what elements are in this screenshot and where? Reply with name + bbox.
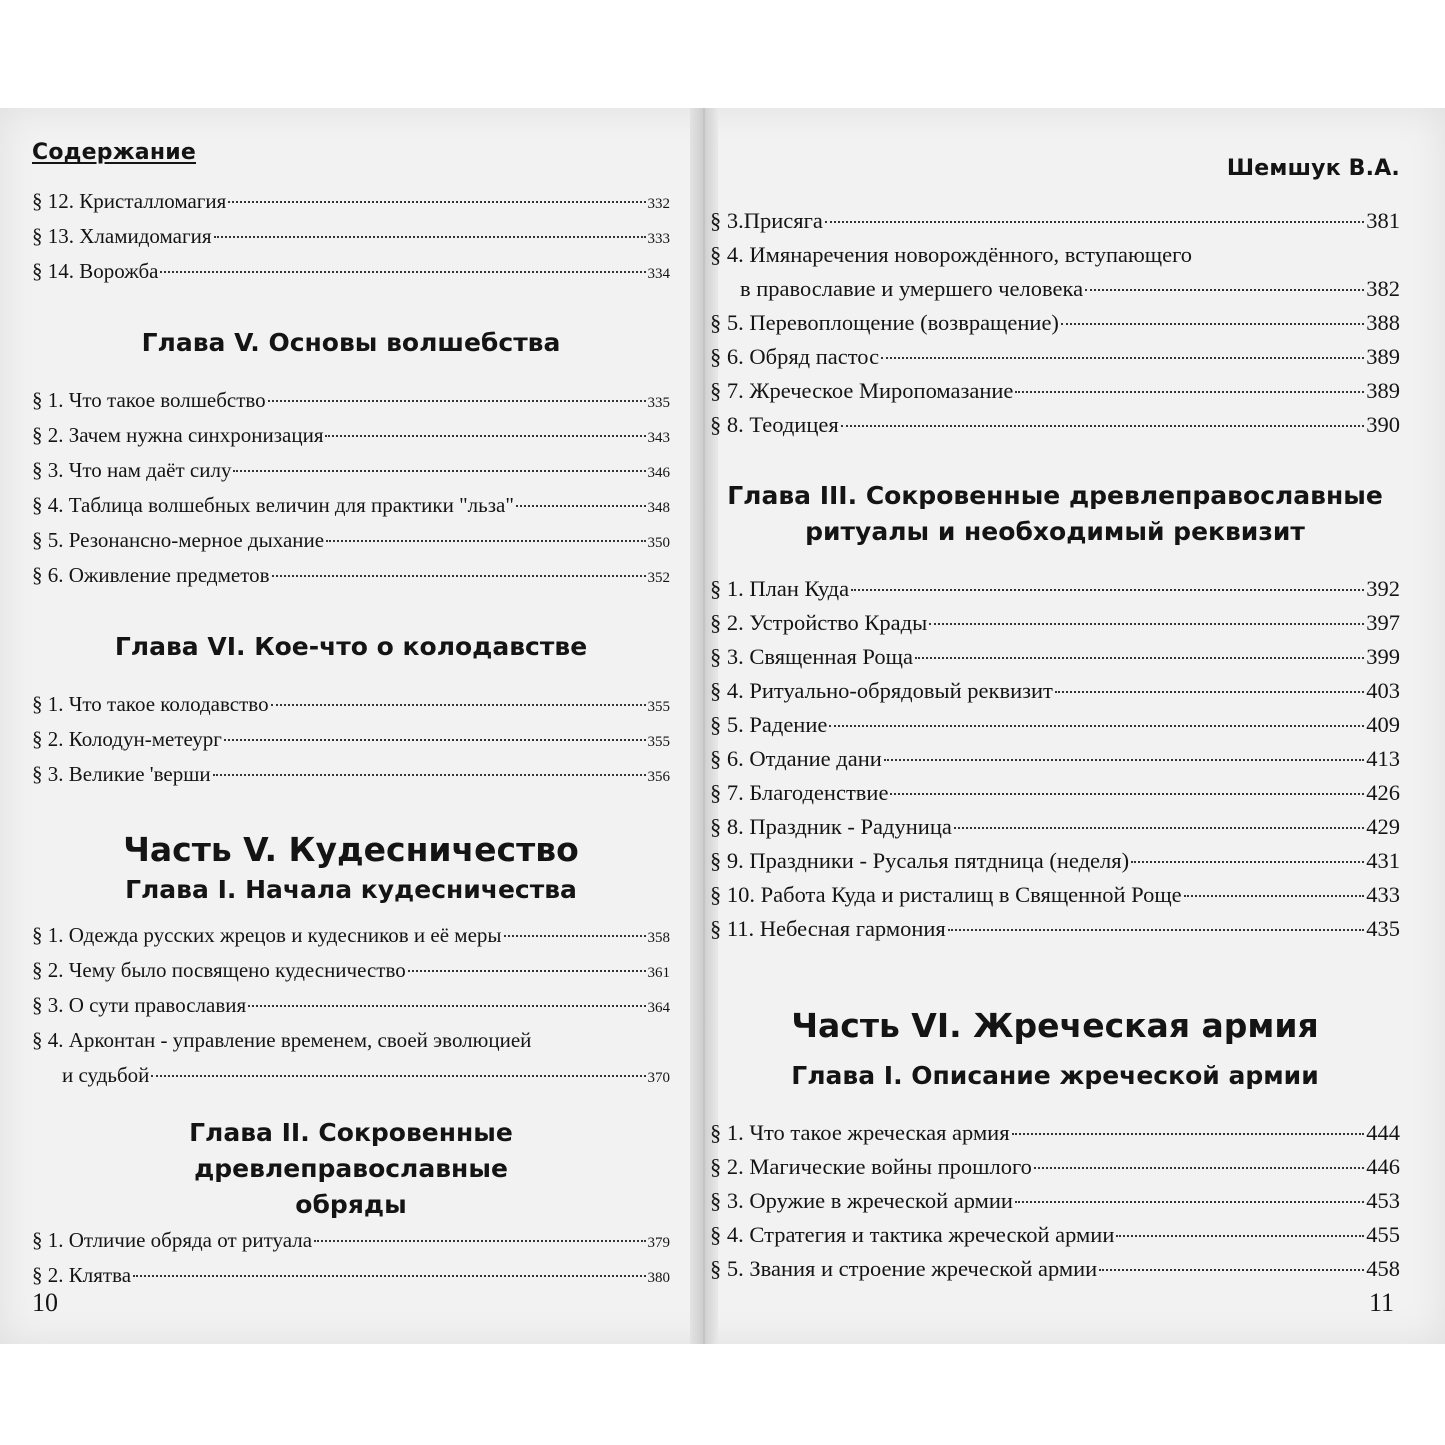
leader-dots <box>1012 1133 1365 1135</box>
toc-entry-continuation[interactable] <box>32 1058 670 1093</box>
toc-entry-title: § 14. Ворожба <box>32 259 159 283</box>
toc-entry-title: § 8. Праздник - Радуница <box>710 814 952 839</box>
toc-entry[interactable] <box>32 523 670 558</box>
chapter-heading: Глава V. Основы волшебства <box>141 328 561 357</box>
toc-entry-page: 455 <box>1366 1222 1400 1247</box>
toc-entry-title: § 3. О сути православия <box>32 993 247 1017</box>
toc-entry-title: § 4. Стратегия и тактика жреческой армии <box>710 1222 1115 1247</box>
leader-dots <box>1085 289 1364 291</box>
leader-dots <box>1116 1235 1364 1237</box>
toc-entry[interactable] <box>710 640 1400 674</box>
toc-entry[interactable] <box>710 1150 1400 1184</box>
toc-entry-title: § 3.Присяга <box>710 208 823 233</box>
leader-dots <box>1015 391 1364 393</box>
toc-entry-title: § 4. Арконтан - управление временем, своей эволюцией <box>32 1028 532 1052</box>
toc-entry-page: 364 <box>647 1000 670 1016</box>
chapter-heading-line2: обряды <box>295 1190 407 1219</box>
right-toc <box>710 204 1400 1286</box>
toc-entry-page: 343 <box>647 430 670 446</box>
toc-entry-title: § 6. Обряд пастос <box>710 344 880 369</box>
toc-entry[interactable] <box>32 953 670 988</box>
leader-dots <box>1015 1201 1364 1203</box>
toc-entry-page: 356 <box>647 769 670 785</box>
part-heading: Часть V. Кудесничество <box>123 830 579 869</box>
leader-dots <box>314 1240 645 1242</box>
leader-dots <box>1034 1167 1364 1169</box>
toc-entry[interactable] <box>32 219 670 254</box>
toc-entry-title: § 7. Благоденствие <box>710 780 889 805</box>
toc-entry-title: § 3. Великие 'верши <box>32 762 211 786</box>
leader-dots <box>325 435 645 437</box>
toc-entry-title: § 13. Хламидомагия <box>32 224 212 248</box>
toc-entry-title: и судьбой <box>62 1063 150 1087</box>
toc-entry[interactable] <box>32 254 670 289</box>
toc-entry-page: 399 <box>1366 644 1400 669</box>
leader-dots <box>841 425 1365 427</box>
toc-entry[interactable] <box>32 1223 670 1258</box>
toc-entry[interactable] <box>32 1258 670 1293</box>
leader-dots <box>516 505 646 507</box>
leader-dots <box>825 221 1364 223</box>
toc-entry-page: 413 <box>1366 746 1400 771</box>
toc-entry[interactable] <box>710 674 1400 708</box>
toc-entry[interactable] <box>710 204 1400 238</box>
leader-dots <box>228 201 645 203</box>
leader-dots <box>268 400 646 402</box>
toc-entry[interactable] <box>32 988 670 1023</box>
toc-entry-page: 392 <box>1366 576 1400 601</box>
left-toc <box>32 184 670 1293</box>
chapter-heading-line2: ритуалы и необходимый реквизит <box>805 517 1305 546</box>
toc-entry[interactable] <box>710 1116 1400 1150</box>
toc-entry-page: 352 <box>647 570 670 586</box>
leader-dots <box>1061 323 1364 325</box>
toc-entry-title: § 7. Жреческое Миропомазание <box>710 378 1014 403</box>
leader-dots <box>884 759 1364 761</box>
toc-entry[interactable] <box>710 1218 1400 1252</box>
toc-entry[interactable] <box>32 918 670 953</box>
toc-entry-page: 355 <box>647 734 670 750</box>
toc-entry-title: § 2. Чему было посвящено кудесничество <box>32 958 406 982</box>
toc-entry-page: 453 <box>1366 1188 1400 1213</box>
toc-entry-title: § 3. Что нам даёт силу <box>32 458 232 482</box>
toc-entry[interactable] <box>32 383 670 418</box>
leader-dots <box>1131 861 1364 863</box>
toc-entry[interactable] <box>710 340 1400 374</box>
leader-dots <box>214 236 646 238</box>
toc-entry-page: 409 <box>1366 712 1400 737</box>
toc-entry-page: 431 <box>1366 848 1400 873</box>
toc-entry-title: § 12. Кристалломагия <box>32 189 227 213</box>
leader-dots <box>1055 691 1364 693</box>
chapter-heading: Глава I. Описание жреческой армии <box>791 1061 1319 1090</box>
leader-dots <box>272 575 646 577</box>
toc-entry-page: 458 <box>1366 1256 1400 1281</box>
leader-dots <box>504 935 646 937</box>
toc-entry[interactable] <box>32 1023 670 1058</box>
right-page <box>710 108 1400 1344</box>
toc-entry-title: § 1. Что такое волшебство <box>32 388 266 412</box>
toc-entry-page: 361 <box>647 965 670 981</box>
chapter-heading: Глава I. Начала кудесничества <box>125 875 577 904</box>
toc-entry-title: § 4. Ритуально-обрядовый реквизит <box>710 678 1053 703</box>
toc-entry-title: § 6. Оживление предметов <box>32 563 270 587</box>
toc-entry-page: 334 <box>647 266 670 282</box>
toc-entry-title: § 11. Небесная гармония <box>710 916 946 941</box>
leader-dots <box>408 970 646 972</box>
toc-entry-page: 433 <box>1366 882 1400 907</box>
toc-entry[interactable] <box>710 1252 1400 1286</box>
toc-entry-title: § 9. Праздники - Русалья пятдница (неделя) <box>710 848 1130 873</box>
toc-entry[interactable] <box>710 742 1400 776</box>
toc-entry[interactable] <box>32 558 670 593</box>
leader-dots <box>233 470 645 472</box>
toc-entry[interactable] <box>710 912 1400 946</box>
toc-entry-title: § 2. Зачем нужна синхронизация <box>32 423 324 447</box>
toc-entry-title: § 2. Устройство Крады <box>710 610 928 635</box>
toc-entry-page: 389 <box>1366 378 1400 403</box>
toc-entry-page: 332 <box>647 196 670 212</box>
leader-dots <box>890 793 1364 795</box>
toc-entry-page: 426 <box>1366 780 1400 805</box>
toc-entry[interactable] <box>32 757 670 792</box>
toc-entry[interactable] <box>710 238 1400 272</box>
toc-entry-title: § 5. Звания и строение жреческой армии <box>710 1256 1098 1281</box>
left-running-header: Содержание <box>32 140 196 165</box>
toc-entry-page: 348 <box>647 500 670 516</box>
toc-entry-page: 358 <box>647 930 670 946</box>
toc-entry[interactable] <box>710 606 1400 640</box>
toc-entry-page: 446 <box>1366 1154 1400 1179</box>
toc-entry[interactable] <box>710 408 1400 442</box>
leader-dots <box>954 827 1364 829</box>
toc-entry-title: § 1. Отличие обряда от ритуала <box>32 1228 313 1252</box>
part-heading: Часть VI. Жреческая армия <box>791 1006 1319 1045</box>
toc-entry-title: § 4. Таблица волшебных величин для практики "льза" <box>32 493 514 517</box>
page-number: 10 <box>32 1288 58 1317</box>
toc-entry[interactable] <box>710 776 1400 810</box>
leader-dots <box>248 1005 645 1007</box>
toc-entry-title: § 5. Перевоплощение (возвращение) <box>710 310 1059 335</box>
toc-entry[interactable] <box>32 687 670 722</box>
toc-entry-title: § 1. План Куда <box>710 576 850 601</box>
toc-entry[interactable] <box>710 374 1400 408</box>
toc-entry-title: § 3. Священная Роща <box>710 644 913 669</box>
toc-entry-continuation[interactable] <box>710 272 1400 306</box>
toc-entry-page: 397 <box>1366 610 1400 635</box>
toc-entry[interactable] <box>710 572 1400 606</box>
toc-entry-page: 350 <box>647 535 670 551</box>
toc-entry[interactable] <box>710 844 1400 878</box>
leader-dots <box>213 774 646 776</box>
leader-dots <box>1184 895 1365 897</box>
toc-entry-title: § 1. Что такое жреческая армия <box>710 1120 1010 1145</box>
toc-entry[interactable] <box>32 722 670 757</box>
toc-entry-title: § 3. Оружие в жреческой армии <box>710 1188 1013 1213</box>
book-spread <box>0 108 1445 1344</box>
leader-dots <box>948 929 1364 931</box>
toc-entry-page: 346 <box>647 465 670 481</box>
toc-entry-page: 379 <box>647 1235 670 1251</box>
toc-entry-page: 380 <box>647 1270 670 1286</box>
page-number: 11 <box>1368 1288 1394 1317</box>
leader-dots <box>151 1075 645 1077</box>
toc-entry-page: 370 <box>647 1070 670 1086</box>
leader-dots <box>1099 1269 1364 1271</box>
leader-dots <box>851 589 1364 591</box>
toc-entry-page: 435 <box>1366 916 1400 941</box>
toc-entry[interactable] <box>710 1184 1400 1218</box>
toc-entry-page: 429 <box>1366 814 1400 839</box>
chapter-heading: Глава II. Сокровенные древлеправославные <box>189 1118 513 1183</box>
left-page <box>32 108 670 1344</box>
toc-entry-page: 382 <box>1366 276 1400 301</box>
toc-entry[interactable] <box>32 453 670 488</box>
toc-entry-page: 388 <box>1366 310 1400 335</box>
toc-entry-title: § 2. Магические войны прошлого <box>710 1154 1032 1179</box>
toc-entry-page: 390 <box>1366 412 1400 437</box>
chapter-heading: Глава III. Сокровенные древлеправославные <box>727 481 1383 510</box>
toc-entry-title: § 10. Работа Куда и ристалищ в Священной Роще <box>710 882 1182 907</box>
toc-entry-title: § 2. Клятва <box>32 1263 132 1287</box>
toc-entry-page: 389 <box>1366 344 1400 369</box>
leader-dots <box>271 704 646 706</box>
toc-entry[interactable] <box>710 810 1400 844</box>
toc-entry-page: 335 <box>647 395 670 411</box>
toc-entry[interactable] <box>710 306 1400 340</box>
toc-entry-title: § 6. Отдание дани <box>710 746 882 771</box>
leader-dots <box>881 357 1364 359</box>
toc-entry-title: § 8. Теодицея <box>710 412 839 437</box>
leader-dots <box>133 1275 645 1277</box>
leader-dots <box>326 540 645 542</box>
toc-entry[interactable] <box>710 708 1400 742</box>
toc-entry-title: в православие и умершего человека <box>740 276 1084 301</box>
toc-entry[interactable] <box>32 184 670 219</box>
toc-entry-page: 444 <box>1366 1120 1400 1145</box>
toc-entry-page: 403 <box>1366 678 1400 703</box>
toc-entry-title: § 1. Одежда русских жрецов и кудесников и её меры <box>32 923 502 947</box>
leader-dots <box>829 725 1364 727</box>
toc-entry-title: § 5. Резонансно-мерное дыхание <box>32 528 325 552</box>
chapter-heading: Глава VI. Кое-что о колодавстве <box>114 632 588 661</box>
toc-entry-page: 333 <box>647 231 670 247</box>
toc-entry-title: § 2. Колодун-метеург <box>32 727 222 751</box>
leader-dots <box>929 623 1364 625</box>
leader-dots <box>160 271 645 273</box>
leader-dots <box>915 657 1364 659</box>
toc-entry-title: § 4. Имянаречения новорождённого, вступающего <box>710 242 1193 267</box>
toc-entry-page: 355 <box>647 699 670 715</box>
toc-entry[interactable] <box>32 418 670 453</box>
toc-entry[interactable] <box>710 878 1400 912</box>
toc-entry-page: 381 <box>1366 208 1400 233</box>
leader-dots <box>224 739 646 741</box>
toc-entry[interactable] <box>32 488 670 523</box>
right-running-header: Шемшук В.А. <box>1226 156 1400 181</box>
toc-entry-title: § 1. Что такое колодавство <box>32 692 269 716</box>
toc-entry-title: § 5. Радение <box>710 712 828 737</box>
